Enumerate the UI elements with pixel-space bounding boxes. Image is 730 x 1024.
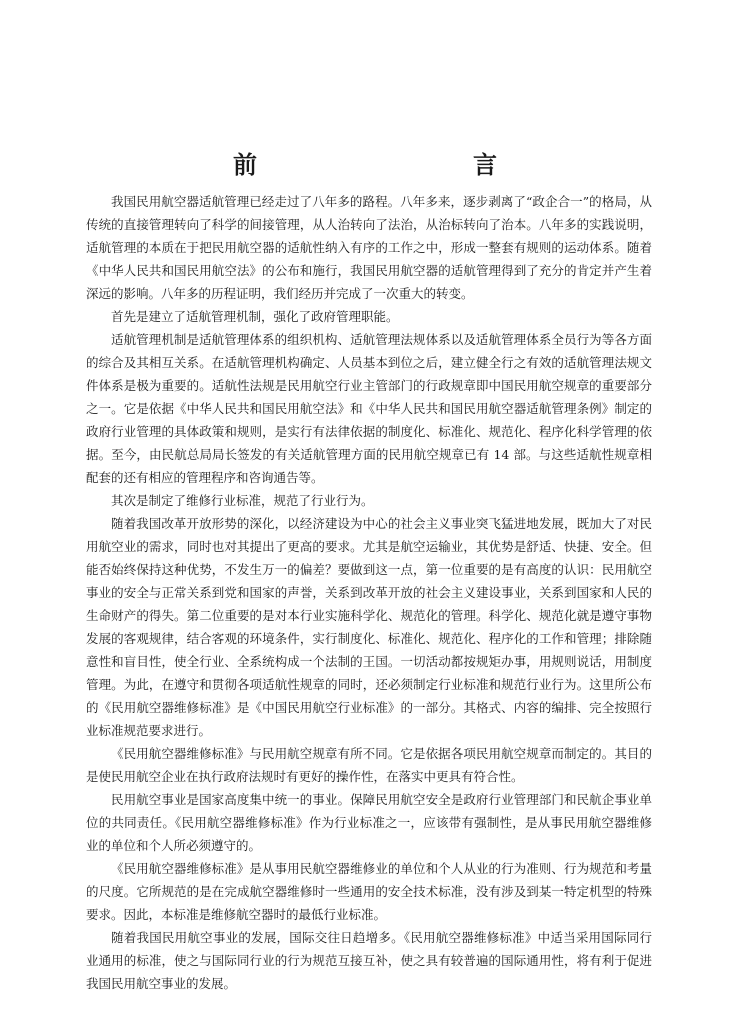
paragraph-3: 适航管理机制是适航管理体系的组织机构、适航管理法规体系以及适航管理体系全员行为等各方面的综合及其相互关系。在适航管理机构确定、人员基本到位之后，建立健全行之有效的适航管理法规文件体系是极为重要的。适航性法规是民用航空行业主管部门的行政规章即中国民用航空规章的重要部分之一。它是依据《中华人民共和国民用航空法》和《中华人民共和国民用航空器适航管理条例》制定的政府行业管理的具体政策和规则，是实行有法律依据的制度化、标准化、规范化、程序化科学管理的依据。至今，由民航总局局长签发的有关适航管理方面的民用航空规章已有 14 部。与这些适航性规章相配套的还有相应的管理程序和咨询通告等。 [86,332,652,485]
paragraph-2: 首先是建立了适航管理机制，强化了政府管理职能。 [111,309,399,324]
document-body [86,190,652,995]
paragraph-8: 《民用航空器维修标准》是从事用民航空器维修业的单位和个人从业的行为准则、行为规范和考量的尺度。它所规范的是在完成航空器维修时一些通用的安全技术标准，没有涉及到某一特定机型的特殊要求。因此，本标准是维修航空器时的最低行业标准。 [86,861,652,922]
paragraph-6: 《民用航空器维修标准》与民用航空规章有所不同。它是依据各项民用航空规章而制定的。其目的是使民用航空企业在执行政府法规时有更好的操作性，在落实中更具有符合性。 [86,746,652,784]
paragraph-9: 随着我国民用航空事业的发展，国际交往日趋增多。《民用航空器维修标准》中适当采用国际同行业通用的标准，使之与国际同行业的行为规范互接互补，使之具有较普遍的国际通用性，将有利于促进我国民用航空事业的发展。 [86,930,652,991]
paragraph-5: 随着我国改革开放形势的深化，以经济建设为中心的社会主义事业突飞猛进地发展，既加大了对民用航空业的需求，同时也对其提出了更高的要求。尤其是航空运输业，其优势是舒适、快捷、安全。但能否始终保持这种优势，不发生万一的偏差？要做到这一点，第一位重要的是有高度的认识：民用航空事业的安全与正常关系到党和国家的声誉，关系到改革开放的社会主义建设事业，关系到国家和人民的生命财产的得失。第二位重要的是对本行业实施科学化、规范化的管理。科学化、规范化就是遵守事物发展的客观规律，结合客观的环境条件，实行制度化、标准化、规范化、程序化的工作和管理；排除随意性和盲目性，使全行业、全系统构成一个法制的王国。一切活动都按规矩办事，用规则说话，用制度管理。为此，在遵守和贯彻各项适航性规章的同时，还必须制定行业标准和规范行业行为。这里所公布的《民用航空器维修标准》是《中国民用航空行业标准》的一部分。其格式、内容的编排、完全按照行业标准规范要求进行。 [86,516,652,738]
paragraph-4: 其次是制定了维修行业标准，规范了行业行为。 [111,493,374,508]
page-title: 前 言 [233,150,593,179]
paragraph-1: 我国民用航空器适航管理已经走过了八年多的路程。八年多来，逐步剥离了“政企合一”的格局，从传统的直接管理转向了科学的间接管理，从人治转向了法治，从治标转向了治本。八年多的实践说明，适航管理的本质在于把民用航空器的适航性纳入有序的工作之中，形成一整套有规则的运动体系。随着《中华人民共和国民用航空法》的公布和施行，我国民用航空器的适航管理得到了充分的肯定并产生着深远的影响。八年多的历程证明，我们经历并完成了一次重大的转变。 [86,194,652,301]
paragraph-7: 民用航空事业是国家高度集中统一的事业。保障民用航空安全是政府行业管理部门和民航企事业单位的共同责任。《民用航空器维修标准》作为行业标准之一，应该带有强制性，是从事民用航空器维修业的单位和个人所必须遵守的。 [86,792,652,853]
